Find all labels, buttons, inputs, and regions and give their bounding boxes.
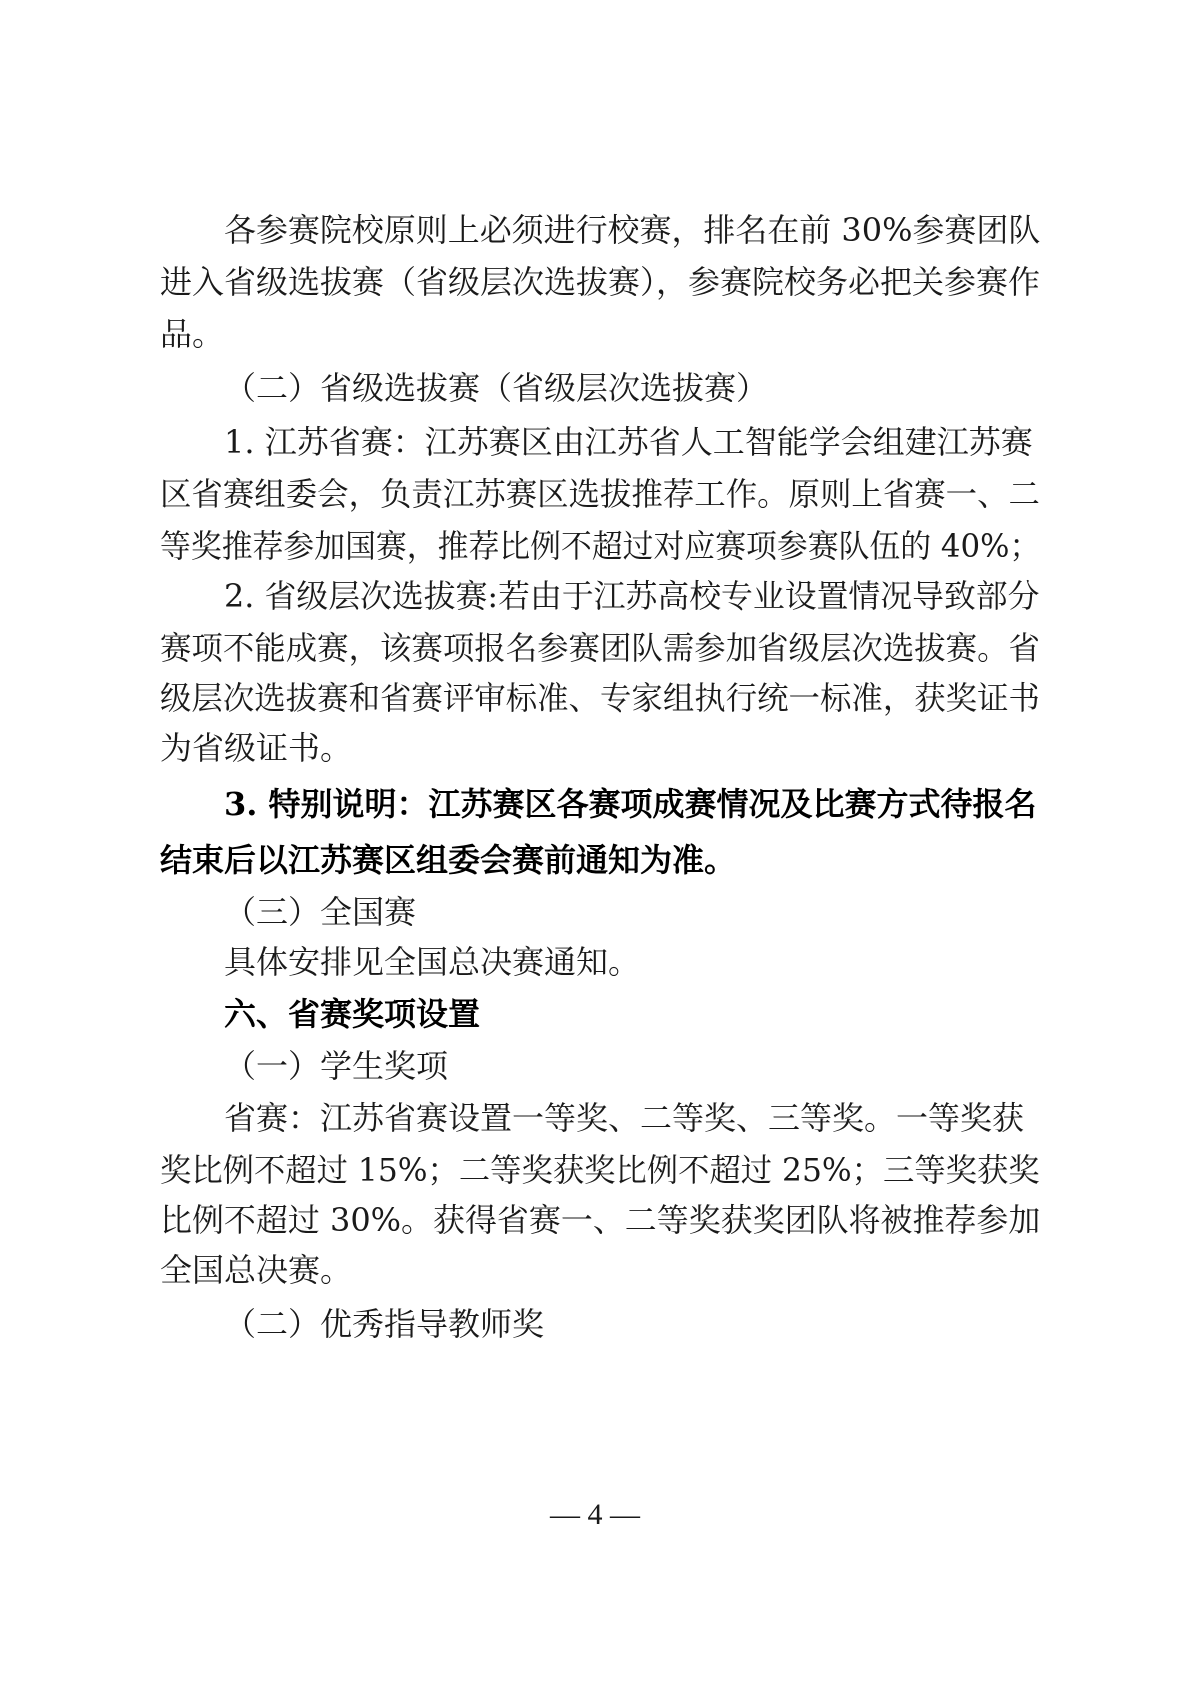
paragraph-line: 级层次选拔赛和省赛评审标准、专家组执行统一标准，获奖证书 [160,679,1040,717]
section-heading: （二）省级选拔赛（省级层次选拔赛） [224,369,769,407]
paragraph-line: 全国总决赛。 [160,1251,353,1289]
paragraph-line: 省赛：江苏省赛设置一等奖、二等奖、三等奖。一等奖获 [224,1099,1025,1137]
section-heading: （二）优秀指导教师奖 [224,1305,545,1343]
bold-paragraph-line: 3. 特别说明：江苏赛区各赛项成赛情况及比赛方式待报名 [224,785,1037,823]
paragraph-line: 2. 省级层次选拔赛:若由于江苏高校专业设置情况导致部分 [224,577,1040,615]
paragraph-line: 等奖推荐参加国赛，推荐比例不超过对应赛项参赛队伍的 40%； [160,527,1041,565]
paragraph-line: 赛项不能成赛，该赛项报名参赛团队需参加省级层次选拔赛。省 [160,629,1040,667]
paragraph-line: 各参赛院校原则上必须进行校赛，排名在前 30%参赛团队 [224,211,1041,249]
paragraph-line: 进入省级选拔赛（省级层次选拔赛），参赛院校务必把关参赛作 [160,263,1041,301]
section-heading: （一）学生奖项 [224,1047,449,1085]
paragraph-line: 1. 江苏省赛：江苏赛区由江苏省人工智能学会组建江苏赛 [224,423,1033,461]
paragraph-line: 品。 [160,315,225,353]
section-heading: （三）全国赛 [224,893,417,931]
paragraph-line: 奖比例不超过 15%；二等奖获奖比例不超过 25%；三等奖获奖 [160,1151,1040,1189]
page-number: — 4 — [550,1498,640,1531]
chapter-heading: 六、省赛奖项设置 [224,995,481,1033]
paragraph-line: 比例不超过 30%。获得省赛一、二等奖获奖团队将被推荐参加 [160,1201,1041,1239]
bold-paragraph-line: 结束后以江苏赛区组委会赛前通知为准。 [160,841,737,879]
paragraph-line: 具体安排见全国总决赛通知。 [224,943,641,981]
paragraph-line: 区省赛组委会，负责江苏赛区选拔推荐工作。原则上省赛一、二 [160,475,1040,513]
paragraph-line: 为省级证书。 [160,729,353,767]
